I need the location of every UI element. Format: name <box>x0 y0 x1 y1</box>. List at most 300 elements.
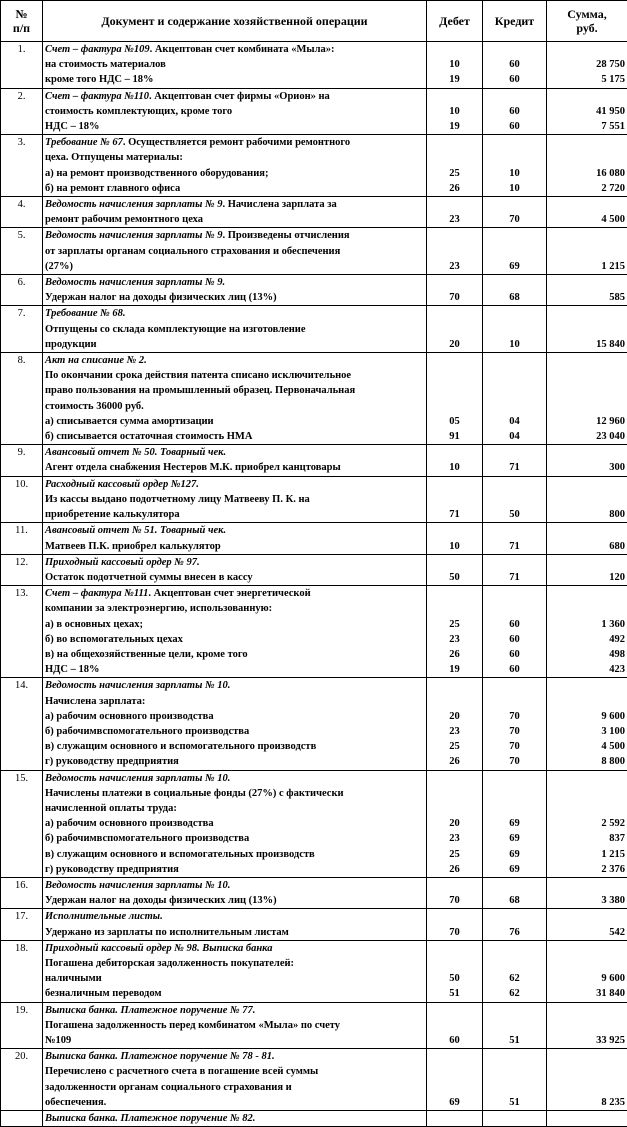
credit-cell <box>483 678 547 770</box>
sum-value: 1 360 <box>601 618 625 630</box>
description-line: (27%) <box>45 260 73 272</box>
table-row <box>1 554 627 585</box>
description-line <box>45 523 424 538</box>
table-body <box>1 42 627 1127</box>
sum-value: 16 080 <box>596 167 625 179</box>
description-line: По окончании срока действия патента списано исключительное <box>45 370 352 382</box>
sum-cell <box>547 554 627 585</box>
credit-value: 71 <box>509 571 520 583</box>
row-number: 4. <box>1 197 43 228</box>
description-text: . Акцептован счет комбината «Мыла»: <box>149 44 335 55</box>
description-line: безналичным переводом <box>45 988 162 1000</box>
row-number: 12. <box>1 554 43 585</box>
description-line: НДС – 18% <box>45 121 100 133</box>
credit-value: 70 <box>509 725 520 737</box>
sum-value: 1 215 <box>601 260 625 272</box>
operation-description <box>43 770 427 877</box>
description-line: обеспечения. <box>45 1096 107 1108</box>
description-line: Удержан налог на доходы физических лиц (13%) <box>45 292 277 304</box>
debit-value: 25 <box>449 167 460 179</box>
description-line <box>45 555 424 570</box>
document-reference: Авансовый отчет № 50. Товарный чек. <box>45 447 227 459</box>
debit-value: 10 <box>449 540 460 552</box>
description-line: наличными <box>45 973 102 985</box>
credit-value: 50 <box>509 509 520 521</box>
description-line: Погашена задолженность перед комбинатом «Мыла» по счету <box>45 1019 341 1031</box>
sum-cell <box>547 353 627 445</box>
credit-value: 60 <box>509 59 520 71</box>
header-credit: Кредит <box>483 1 547 42</box>
description-line <box>45 135 424 150</box>
description-line: а) рабочим основного производства <box>45 710 214 722</box>
description-text: . Произведены отчисления <box>222 230 350 242</box>
row-number: 13. <box>1 586 43 678</box>
description-line: б) рабочимвспомогательного производства <box>45 833 250 845</box>
debit-cell <box>427 306 483 353</box>
credit-value: 62 <box>509 973 520 985</box>
sum-value: 41 950 <box>596 105 625 117</box>
debit-value: 51 <box>449 988 460 1000</box>
credit-value: 60 <box>509 618 520 630</box>
sum-value: 23 040 <box>596 431 625 443</box>
row-number: 8. <box>1 353 43 445</box>
description-line: право пользования на промышленный образец. Первоначальная <box>45 385 356 397</box>
sum-cell <box>547 1002 627 1049</box>
debit-value: 26 <box>449 648 460 660</box>
header-debit: Дебет <box>427 1 483 42</box>
document-reference: Выписка банка. Платежное поручение № 82. <box>45 1113 256 1125</box>
operation-description <box>43 1002 427 1049</box>
table-row <box>1 1002 627 1049</box>
description-line <box>45 771 424 786</box>
description-line <box>45 197 424 212</box>
debit-cell <box>427 523 483 554</box>
debit-cell <box>427 476 483 523</box>
debit-cell <box>427 275 483 306</box>
credit-value: 60 <box>509 664 520 676</box>
document-reference: Приходный кассовый ордер № 98. Выписка банка <box>45 942 273 954</box>
credit-value: 10 <box>509 167 520 179</box>
credit-value: 70 <box>509 756 520 768</box>
credit-cell <box>483 135 547 197</box>
table-row <box>1 523 627 554</box>
row-number: 18. <box>1 940 43 1002</box>
description-line: а) на ремонт производственного оборудования; <box>45 167 269 179</box>
operation-description <box>43 523 427 554</box>
credit-value: 69 <box>509 818 520 830</box>
table-row <box>1 228 627 275</box>
debit-value: 70 <box>449 926 460 938</box>
operation-description <box>43 554 427 585</box>
description-line: Из кассы выдано подотчетному лицу Матвееву П. К. на <box>45 493 310 505</box>
credit-value: 60 <box>509 121 520 133</box>
table-row <box>1 770 627 877</box>
description-line: Погашена дебиторская задолженность покупателей: <box>45 957 295 969</box>
debit-cell <box>427 353 483 445</box>
document-reference: Исполнительные листы. <box>45 911 163 923</box>
sum-value: 31 840 <box>596 988 625 1000</box>
sum-cell <box>547 909 627 940</box>
document-reference: Счет – фактура №111 <box>45 588 149 600</box>
credit-value: 60 <box>509 648 520 660</box>
debit-cell <box>427 770 483 877</box>
sum-value: 585 <box>609 292 625 304</box>
debit-value: 50 <box>449 571 460 583</box>
description-line: №109 <box>45 1035 72 1046</box>
description-line: б) списывается остаточная стоимость НМА <box>45 431 253 443</box>
description-line: от зарплаты органам социального страхования и обеспечения <box>45 245 341 257</box>
operation-description <box>43 909 427 940</box>
debit-cell <box>427 1111 483 1127</box>
description-line <box>45 477 424 492</box>
debit-cell <box>427 678 483 770</box>
document-reference: Счет – фактура №110 <box>45 90 149 102</box>
description-line: а) списывается сумма амортизации <box>45 415 214 427</box>
credit-value: 04 <box>509 431 520 443</box>
sum-cell <box>547 476 627 523</box>
credit-value: 60 <box>509 633 520 645</box>
debit-value: 23 <box>449 214 460 226</box>
sum-value: 8 800 <box>601 756 625 768</box>
sum-value: 7 551 <box>601 121 625 133</box>
description-line <box>45 941 424 956</box>
operation-description <box>43 135 427 197</box>
sum-value: 2 720 <box>601 182 625 194</box>
operation-description <box>43 678 427 770</box>
sum-value: 9 600 <box>601 710 625 722</box>
credit-value: 04 <box>509 415 520 427</box>
table-row <box>1 1111 627 1127</box>
description-text: . Акцептован счет энергетической <box>148 588 311 600</box>
header-sum: Сумма, руб. <box>547 1 627 42</box>
sum-cell <box>547 770 627 877</box>
credit-cell <box>483 940 547 1002</box>
sum-value: 542 <box>609 926 625 938</box>
sum-cell <box>547 940 627 1002</box>
debit-cell <box>427 228 483 275</box>
description-text: . Начислена зарплата за <box>222 199 337 211</box>
sum-value: 2 376 <box>601 863 625 875</box>
description-line: продукции <box>45 338 97 350</box>
debit-value: 23 <box>449 260 460 272</box>
debit-value: 23 <box>449 633 460 645</box>
operation-description <box>43 42 427 89</box>
debit-cell <box>427 197 483 228</box>
sum-cell <box>547 197 627 228</box>
table-row <box>1 306 627 353</box>
description-line: в) служащим основного и вспомогательного производств <box>45 741 317 753</box>
credit-cell <box>483 275 547 306</box>
sum-cell <box>547 42 627 89</box>
debit-value: 10 <box>449 59 460 71</box>
debit-value: 70 <box>449 292 460 304</box>
sum-value: 15 840 <box>596 338 625 350</box>
credit-cell <box>483 228 547 275</box>
document-reference: Приходный кассовый ордер № 97. <box>45 556 200 568</box>
credit-cell <box>483 476 547 523</box>
debit-cell <box>427 445 483 476</box>
description-line <box>45 228 424 243</box>
table-row <box>1 197 627 228</box>
row-number: 9. <box>1 445 43 476</box>
debit-cell <box>427 1002 483 1049</box>
debit-value: 26 <box>449 756 460 768</box>
description-line: Удержано из зарплаты по исполнительным листам <box>45 926 289 938</box>
table-row <box>1 275 627 306</box>
sum-cell <box>547 678 627 770</box>
sum-value: 3 100 <box>601 725 625 737</box>
sum-cell <box>547 88 627 135</box>
sum-value: 837 <box>609 833 625 845</box>
debit-value: 70 <box>449 895 460 907</box>
operation-description <box>43 197 427 228</box>
description-line: б) во вспомогательных цехах <box>45 633 183 645</box>
credit-value: 60 <box>509 105 520 117</box>
description-line: начисленной оплаты труда: <box>45 802 177 814</box>
sum-value: 2 592 <box>601 818 625 830</box>
description-line <box>45 1003 424 1018</box>
header-doc: Документ и содержание хозяйственной операции <box>43 1 427 42</box>
table-row <box>1 353 627 445</box>
credit-value: 69 <box>509 833 520 845</box>
row-number <box>1 1111 43 1127</box>
description-line: цеха. Отпущены материалы: <box>45 152 183 164</box>
description-line: б) на ремонт главного офиса <box>45 182 181 194</box>
sum-value: 492 <box>609 633 625 645</box>
description-line: на стоимость материалов <box>45 59 166 71</box>
table-row <box>1 1049 627 1111</box>
description-line: Остаток подотчетной суммы внесен в кассу <box>45 571 253 583</box>
description-line: в) на общехозяйственные цели, кроме того <box>45 648 248 660</box>
debit-value: 25 <box>449 618 460 630</box>
sum-cell <box>547 877 627 908</box>
sum-value: 3 380 <box>601 895 625 907</box>
credit-cell <box>483 770 547 877</box>
operation-description <box>43 476 427 523</box>
sum-value: 4 500 <box>601 741 625 753</box>
credit-value: 10 <box>509 182 520 194</box>
operation-description <box>43 228 427 275</box>
description-line: ремонт рабочим ремонтного цеха <box>45 214 204 226</box>
header-num: № п/п <box>1 1 43 42</box>
row-number: 1. <box>1 42 43 89</box>
credit-cell <box>483 88 547 135</box>
table-row <box>1 445 627 476</box>
description-line: приобретение калькулятора <box>45 509 180 521</box>
document-reference: Ведомость начисления зарплаты № 10. <box>45 772 231 784</box>
operation-description <box>43 275 427 306</box>
document-reference: Ведомость начисления зарплаты № 9 <box>45 199 223 211</box>
credit-value: 71 <box>509 462 520 474</box>
sum-cell <box>547 445 627 476</box>
description-line: Отпущены со склада комплектующие на изготовление <box>45 323 306 335</box>
credit-cell <box>483 586 547 678</box>
description-line: кроме того НДС – 18% <box>45 74 154 86</box>
table-row <box>1 476 627 523</box>
document-reference: Расходный кассовый ордер №127. <box>45 478 199 490</box>
row-number: 11. <box>1 523 43 554</box>
operation-description <box>43 445 427 476</box>
description-line: Удержан налог на доходы физических лиц (13%) <box>45 895 277 907</box>
credit-value: 62 <box>509 988 520 1000</box>
description-line <box>45 445 424 460</box>
credit-value: 76 <box>509 926 520 938</box>
document-reference: Выписка банка. Платежное поручение № 77. <box>45 1004 256 1016</box>
credit-cell <box>483 877 547 908</box>
table-row <box>1 586 627 678</box>
credit-cell <box>483 554 547 585</box>
sum-value: 498 <box>609 648 625 660</box>
description-line <box>45 678 424 693</box>
credit-value: 70 <box>509 710 520 722</box>
document-reference: Ведомость начисления зарплаты № 10. <box>45 879 231 891</box>
debit-value: 26 <box>449 863 460 875</box>
credit-value: 69 <box>509 260 520 272</box>
description-line <box>45 586 424 601</box>
credit-cell <box>483 42 547 89</box>
credit-cell <box>483 197 547 228</box>
table-row <box>1 678 627 770</box>
sum-value: 300 <box>609 462 625 474</box>
row-number: 14. <box>1 678 43 770</box>
description-text: . Осуществляется ремонт рабочими ремонтного <box>122 137 351 149</box>
sum-cell <box>547 306 627 353</box>
debit-cell <box>427 554 483 585</box>
credit-value: 51 <box>509 1035 520 1046</box>
description-line: б) рабочимвспомогательного производства <box>45 725 250 737</box>
row-number: 5. <box>1 228 43 275</box>
table-row <box>1 88 627 135</box>
description-line <box>45 306 424 321</box>
credit-cell <box>483 1111 547 1127</box>
debit-value: 19 <box>449 664 460 676</box>
description-line <box>45 1111 424 1126</box>
debit-value: 60 <box>449 1035 460 1046</box>
debit-value: 23 <box>449 833 460 845</box>
credit-cell <box>483 306 547 353</box>
description-line: стоимость 36000 руб. <box>45 400 144 412</box>
row-number: 15. <box>1 770 43 877</box>
debit-cell <box>427 135 483 197</box>
credit-value: 68 <box>509 895 520 907</box>
debit-cell <box>427 877 483 908</box>
description-text: . Акцептован счет фирмы «Орион» на <box>149 90 330 102</box>
sum-cell <box>547 1111 627 1127</box>
operation-description <box>43 877 427 908</box>
debit-value: 20 <box>449 818 460 830</box>
sum-value: 33 925 <box>596 1035 625 1046</box>
sum-value: 120 <box>609 571 625 583</box>
sum-value: 423 <box>609 664 625 676</box>
sum-value: 800 <box>609 509 625 521</box>
debit-value: 20 <box>449 338 460 350</box>
credit-cell <box>483 1049 547 1111</box>
description-line: Начислены платежи в социальные фонды (27%) с фактически <box>45 787 344 799</box>
sum-value: 4 500 <box>601 214 625 226</box>
description-line: г) руководству предприятия <box>45 756 179 768</box>
credit-value: 71 <box>509 540 520 552</box>
table-row <box>1 135 627 197</box>
row-number: 2. <box>1 88 43 135</box>
operation-description <box>43 1111 427 1127</box>
sum-cell <box>547 523 627 554</box>
operation-description <box>43 353 427 445</box>
sum-value: 28 750 <box>596 59 625 71</box>
description-line: г) руководству предприятия <box>45 863 179 875</box>
description-line: компании за электроэнергию, использованную: <box>45 603 273 615</box>
credit-value: 70 <box>509 741 520 753</box>
row-number: 17. <box>1 909 43 940</box>
sum-cell <box>547 275 627 306</box>
description-line: задолженности органам социального страхования и <box>45 1081 292 1093</box>
credit-value: 60 <box>509 74 520 86</box>
description-line: Перечислено с расчетного счета в погашение всей суммы <box>45 1066 319 1078</box>
row-number: 16. <box>1 877 43 908</box>
debit-value: 25 <box>449 848 460 860</box>
table-header-row <box>1 1 627 42</box>
description-line: Агент отдела снабжения Нестеров М.К. приобрел канцтовары <box>45 462 341 474</box>
operation-description <box>43 88 427 135</box>
operation-description <box>43 1049 427 1111</box>
document-reference: Акт на списание № 2. <box>45 355 147 367</box>
sum-value: 8 235 <box>601 1096 625 1108</box>
debit-value: 05 <box>449 415 460 427</box>
credit-value: 68 <box>509 292 520 304</box>
description-line: Начислена зарплата: <box>45 695 146 707</box>
document-reference: Ведомость начисления зарплаты № 9. <box>45 277 226 289</box>
credit-cell <box>483 909 547 940</box>
description-line: а) в основных цехах; <box>45 618 144 630</box>
credit-value: 51 <box>509 1096 520 1108</box>
sum-cell <box>547 135 627 197</box>
debit-value: 25 <box>449 741 460 753</box>
description-line: а) рабочим основного производства <box>45 818 214 830</box>
sum-value: 680 <box>609 540 625 552</box>
sum-value: 5 175 <box>601 74 625 86</box>
credit-value: 69 <box>509 863 520 875</box>
debit-cell <box>427 909 483 940</box>
document-reference: Требование № 67 <box>45 137 123 149</box>
description-line <box>45 42 424 57</box>
row-number: 6. <box>1 275 43 306</box>
credit-value: 69 <box>509 848 520 860</box>
description-line <box>45 878 424 893</box>
debit-value: 20 <box>449 710 460 722</box>
table-row <box>1 42 627 89</box>
sum-value: 12 960 <box>596 415 625 427</box>
operation-description <box>43 306 427 353</box>
credit-cell <box>483 1002 547 1049</box>
row-number: 20. <box>1 1049 43 1111</box>
debit-value: 26 <box>449 182 460 194</box>
operation-description <box>43 940 427 1002</box>
debit-value: 10 <box>449 462 460 474</box>
row-number: 10. <box>1 476 43 523</box>
credit-cell <box>483 353 547 445</box>
debit-value: 91 <box>449 431 460 443</box>
sum-cell <box>547 586 627 678</box>
description-line: в) служащим основного и вспомогательных производств <box>45 848 315 860</box>
document-reference: Ведомость начисления зарплаты № 10. <box>45 680 231 692</box>
description-line <box>45 1049 424 1064</box>
description-line <box>45 89 424 104</box>
row-number: 3. <box>1 135 43 197</box>
document-reference: Ведомость начисления зарплаты № 9 <box>45 230 223 242</box>
table-row <box>1 940 627 1002</box>
credit-value: 10 <box>509 338 520 350</box>
debit-value: 69 <box>449 1096 460 1108</box>
debit-cell <box>427 88 483 135</box>
